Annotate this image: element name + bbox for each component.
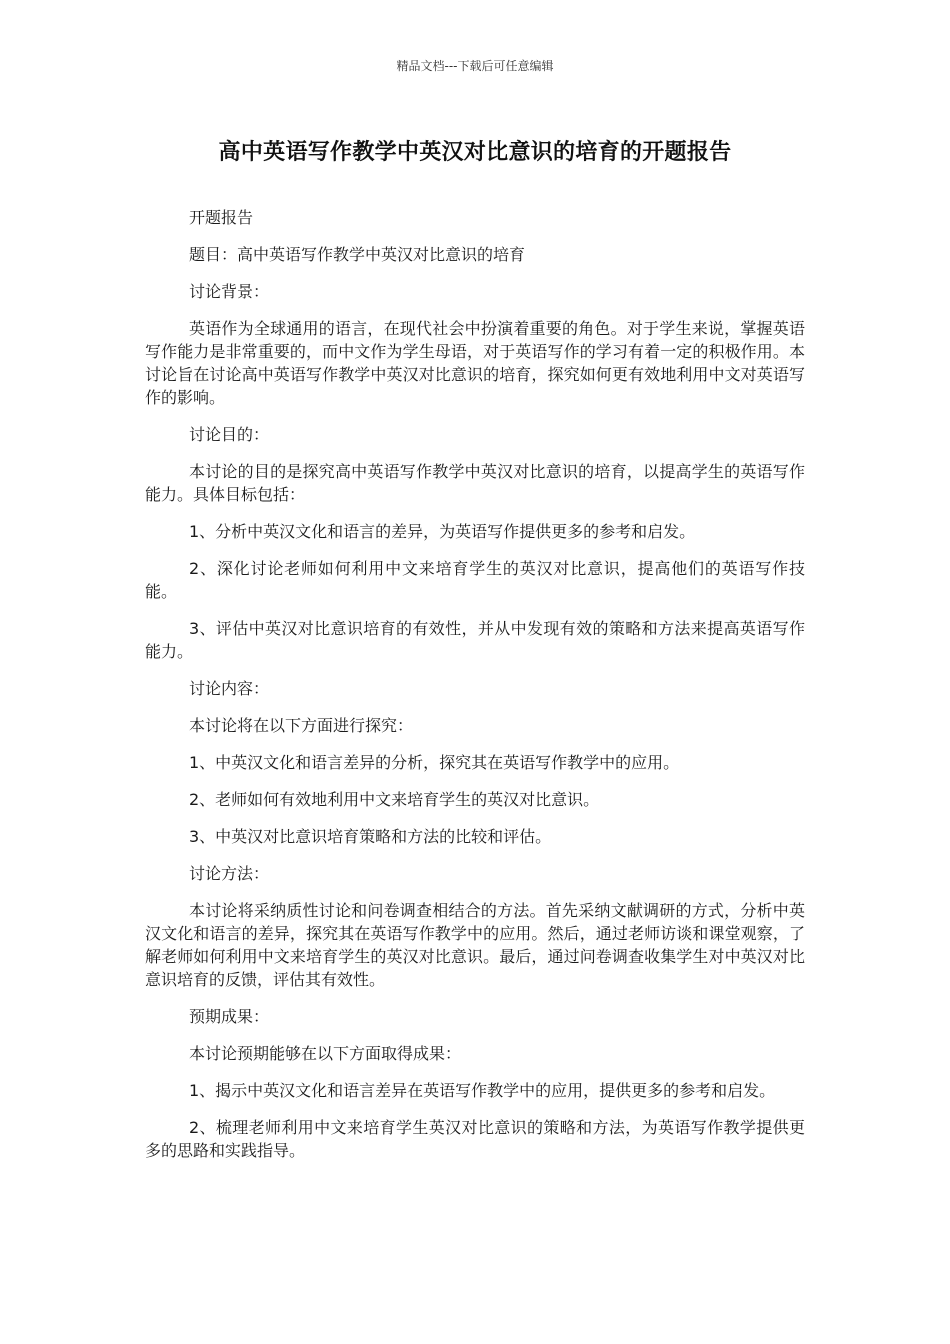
- section-heading-purpose: 讨论目的：: [189, 425, 270, 444]
- document-title: 高中英语写作教学中英汉对比意识的培育的开题报告: [218, 140, 732, 165]
- paragraph-purpose: 本讨论的目的是探究高中英语写作教学中英汉对比意识的培育，以提高学生的英语写作能力。具体目标包括：: [145, 462, 805, 504]
- list-item: 2、深化讨论老师如何利用中文来培育学生的英汉对比意识，提高他们的英语写作技能。: [145, 559, 805, 601]
- document-body: [145, 206, 805, 1176]
- list-item: 1、揭示中英汉文化和语言差异在英语写作教学中的应用，提供更多的参考和启发。: [189, 1081, 776, 1100]
- paragraph-outcomes-intro: 本讨论预期能够在以下方面取得成果：: [189, 1044, 462, 1063]
- paragraph-background: 英语作为全球通用的语言，在现代社会中扮演着重要的角色。对于学生来说，掌握英语写作能力是非常重要的，而中文作为学生母语，对于英语写作的学习有着一定的积极作用。本讨论旨在讨论高中英语写作教学中英汉对比意识的培育，探究如何更有效地利用中文对英语写作的影响。: [145, 319, 805, 407]
- section-heading-content: 讨论内容：: [189, 679, 270, 698]
- list-item: 3、评估中英汉对比意识培育的有效性，并从中发现有效的策略和方法来提高英语写作能力。: [145, 619, 805, 661]
- list-item: 1、分析中英汉文化和语言的差异，为英语写作提供更多的参考和启发。: [189, 522, 696, 541]
- paragraph-label-report: 开题报告: [189, 208, 254, 227]
- paragraph-method: 本讨论将采纳质性讨论和问卷调查相结合的方法。首先采纳文献调研的方式，分析中英汉文化和语言的差异，探究其在英语写作教学中的应用。然后，通过老师访谈和课堂观察，了解老师如何利用中文来培育学生的英汉对比意识。最后，通过问卷调查收集学生对中英汉对比意识培育的反馈，评估其有效性。: [145, 901, 805, 989]
- list-item: 2、梳理老师利用中文来培育学生英汉对比意识的策略和方法，为英语写作教学提供更多的思路和实践指导。: [145, 1118, 805, 1160]
- list-item: 2、老师如何有效地利用中文来培育学生的英汉对比意识。: [189, 790, 600, 809]
- list-item: 3、中英汉对比意识培育策略和方法的比较和评估。: [189, 827, 552, 846]
- page-header: 精品文档---下载后可任意编辑: [396, 59, 554, 73]
- section-heading-background: 讨论背景：: [189, 282, 270, 301]
- section-heading-outcomes: 预期成果：: [189, 1007, 270, 1026]
- paragraph-content-intro: 本讨论将在以下方面进行探究：: [189, 716, 414, 735]
- section-heading-method: 讨论方法：: [189, 864, 270, 883]
- list-item: 1、中英汉文化和语言差异的分析，探究其在英语写作教学中的应用。: [189, 753, 680, 772]
- paragraph-topic: 题目：高中英语写作教学中英汉对比意识的培育: [189, 245, 526, 264]
